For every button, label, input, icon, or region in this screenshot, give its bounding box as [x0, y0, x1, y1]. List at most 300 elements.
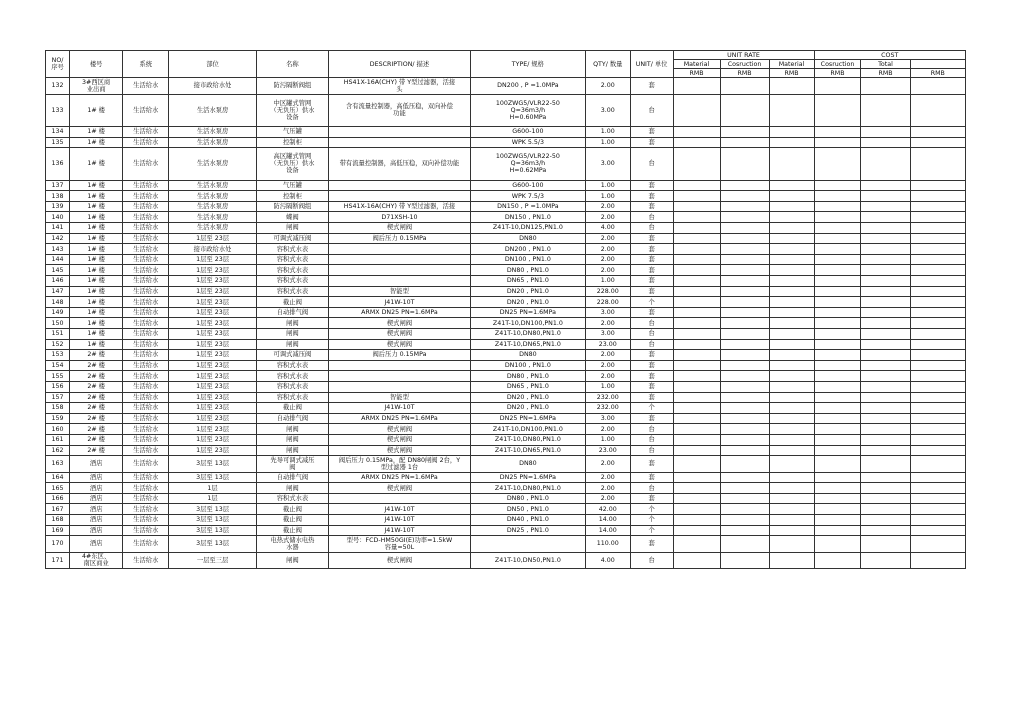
cell-empty-rate — [814, 254, 861, 265]
cell-empty-rate — [861, 127, 910, 138]
header-building: 楼号 — [70, 51, 123, 78]
cell-building: 1# 楼 — [70, 180, 123, 191]
cell-empty-rate — [814, 212, 861, 223]
cell-no: 164 — [46, 472, 70, 483]
table-row — [46, 180, 966, 191]
cell-empty-rate — [814, 434, 861, 445]
cell-unit: 套 — [630, 286, 673, 297]
cell-empty-rate — [910, 525, 965, 536]
cell-description: 楔式闸阀 — [328, 339, 470, 350]
cell-name: 截止阀 — [256, 297, 328, 308]
cell-empty-rate — [720, 318, 769, 329]
cell-type: DN100 , PN1.0 — [470, 360, 585, 371]
cell-empty-rate — [910, 515, 965, 526]
cell-system: 生活给水 — [123, 403, 169, 414]
bill-of-quantities-table — [45, 50, 966, 569]
cell-system: 生活给水 — [123, 286, 169, 297]
cell-location: 生活水泵房 — [169, 223, 257, 234]
cell-description — [328, 127, 470, 138]
table-row — [46, 381, 966, 392]
cell-qty: 1.00 — [585, 180, 630, 191]
cell-empty-rate — [673, 148, 720, 181]
cell-empty-rate — [910, 233, 965, 244]
cell-no: 151 — [46, 329, 70, 340]
cell-empty-rate — [673, 223, 720, 234]
cell-location: 3层至 13层 — [169, 456, 257, 473]
cell-system: 生活给水 — [123, 371, 169, 382]
cell-empty-rate — [673, 94, 720, 127]
cell-empty-rate — [720, 536, 769, 553]
cell-type: DN25 PN=1.6MPa — [470, 307, 585, 318]
cell-empty-rate — [910, 223, 965, 234]
cell-empty-rate — [769, 286, 814, 297]
cell-empty-rate — [814, 78, 861, 95]
cell-empty-rate — [861, 456, 910, 473]
cell-empty-rate — [910, 424, 965, 435]
cell-type: DN80 , PN1.0 — [470, 493, 585, 504]
cell-empty-rate — [861, 360, 910, 371]
cell-description: J41W-10T — [328, 504, 470, 515]
cell-unit: 台 — [630, 434, 673, 445]
cell-location: 1层至 23层 — [169, 307, 257, 318]
cell-empty-rate — [769, 434, 814, 445]
cell-empty-rate — [861, 286, 910, 297]
cell-empty-rate — [861, 413, 910, 424]
cell-empty-rate — [814, 329, 861, 340]
cell-location: 1层至 23层 — [169, 350, 257, 361]
cell-description: 型号：FCD-HM50GI(E)功率=1.5kW 容量=50L — [328, 536, 470, 553]
cell-empty-rate — [720, 456, 769, 473]
cell-empty-rate — [861, 329, 910, 340]
table-row — [46, 403, 966, 414]
cell-unit: 台 — [630, 483, 673, 494]
cell-no: 155 — [46, 371, 70, 382]
cell-empty-rate — [769, 148, 814, 181]
cell-name: 自动排气阀 — [256, 413, 328, 424]
table-row — [46, 286, 966, 297]
cell-empty-rate — [769, 515, 814, 526]
cell-empty-rate — [769, 392, 814, 403]
table-row — [46, 434, 966, 445]
cell-empty-rate — [910, 265, 965, 276]
cell-empty-rate — [673, 201, 720, 212]
cell-empty-rate — [720, 445, 769, 456]
cell-empty-rate — [720, 329, 769, 340]
cell-empty-rate — [814, 180, 861, 191]
cell-type: DN50 , PN1.0 — [470, 504, 585, 515]
cell-location: 生活水泵房 — [169, 148, 257, 181]
cell-name: 截止阀 — [256, 504, 328, 515]
cell-unit: 套 — [630, 265, 673, 276]
cell-unit: 套 — [630, 127, 673, 138]
cell-empty-rate — [814, 244, 861, 255]
cell-empty-rate — [861, 265, 910, 276]
cell-qty: 1.00 — [585, 276, 630, 287]
cell-empty-rate — [720, 233, 769, 244]
cell-qty: 2.00 — [585, 244, 630, 255]
cell-empty-rate — [910, 381, 965, 392]
cell-no: 157 — [46, 392, 70, 403]
cell-empty-rate — [720, 392, 769, 403]
cell-type: DN80 , PN1.0 — [470, 371, 585, 382]
cell-location: 1层至 23层 — [169, 445, 257, 456]
cell-name: 容积式水表 — [256, 286, 328, 297]
cell-system: 生活给水 — [123, 127, 169, 138]
header-cost: COST — [814, 51, 966, 60]
cell-qty: 2.00 — [585, 265, 630, 276]
cell-empty-rate — [910, 536, 965, 553]
cell-empty-rate — [673, 456, 720, 473]
cell-no: 153 — [46, 350, 70, 361]
cell-system: 生活给水 — [123, 297, 169, 308]
cell-name: 自动排气阀 — [256, 472, 328, 483]
cell-empty-rate — [861, 434, 910, 445]
cell-empty-rate — [673, 381, 720, 392]
cell-qty: 2.00 — [585, 350, 630, 361]
table-row — [46, 515, 966, 526]
cell-qty: 2.00 — [585, 483, 630, 494]
cell-location: 1层至 23层 — [169, 318, 257, 329]
cell-qty: 23.00 — [585, 339, 630, 350]
cell-unit: 套 — [630, 233, 673, 244]
cell-system: 生活给水 — [123, 94, 169, 127]
cell-empty-rate — [769, 276, 814, 287]
cell-qty: 3.00 — [585, 94, 630, 127]
cell-no: 163 — [46, 456, 70, 473]
cell-unit: 个 — [630, 504, 673, 515]
cell-empty-rate — [673, 515, 720, 526]
cell-system: 生活给水 — [123, 483, 169, 494]
cell-no: 146 — [46, 276, 70, 287]
cell-empty-rate — [910, 329, 965, 340]
cell-location: 生活水泵房 — [169, 201, 257, 212]
cell-empty-rate — [769, 233, 814, 244]
cell-building: 1# 楼 — [70, 137, 123, 148]
cell-qty: 228.00 — [585, 286, 630, 297]
cell-description: 阀后压力 0.15MPa — [328, 350, 470, 361]
cell-empty-rate — [769, 307, 814, 318]
cell-no: 170 — [46, 536, 70, 553]
cell-unit: 台 — [630, 445, 673, 456]
cell-unit: 个 — [630, 403, 673, 414]
cell-name: 可调式减压阀 — [256, 233, 328, 244]
cell-system: 生活给水 — [123, 392, 169, 403]
cell-location: 3层至 13层 — [169, 504, 257, 515]
cell-unit: 台 — [630, 424, 673, 435]
cell-empty-rate — [814, 191, 861, 202]
cell-system: 生活给水 — [123, 329, 169, 340]
cell-empty-rate — [673, 329, 720, 340]
cell-empty-rate — [910, 350, 965, 361]
cell-unit: 套 — [630, 456, 673, 473]
cell-unit: 台 — [630, 212, 673, 223]
cell-empty-rate — [910, 552, 965, 569]
cell-type: DN25 PN=1.6MPa — [470, 413, 585, 424]
cell-empty-rate — [673, 445, 720, 456]
cell-empty-rate — [814, 148, 861, 181]
cell-empty-rate — [673, 472, 720, 483]
cell-empty-rate — [814, 493, 861, 504]
cell-empty-rate — [769, 483, 814, 494]
cell-type: Z41T-10,DN80,PN1.0 — [470, 329, 585, 340]
table-row — [46, 265, 966, 276]
cell-empty-rate — [910, 339, 965, 350]
table-row — [46, 223, 966, 234]
cell-unit: 套 — [630, 413, 673, 424]
cell-no: 147 — [46, 286, 70, 297]
header-name: 名称 — [256, 51, 328, 78]
cell-empty-rate — [720, 504, 769, 515]
cell-unit: 台 — [630, 148, 673, 181]
cell-location: 生活水泵房 — [169, 212, 257, 223]
cell-type: G600-100 — [470, 127, 585, 138]
cell-qty: 1.00 — [585, 381, 630, 392]
cell-empty-rate — [814, 392, 861, 403]
header-unit-rate: UNIT RATE — [673, 51, 814, 60]
cell-name: 截止阀 — [256, 525, 328, 536]
cell-empty-rate — [910, 307, 965, 318]
cell-system: 生活给水 — [123, 413, 169, 424]
cell-location: 1层至 23层 — [169, 276, 257, 287]
cell-system: 生活给水 — [123, 254, 169, 265]
cell-system: 生活给水 — [123, 233, 169, 244]
cell-empty-rate — [910, 286, 965, 297]
cell-type: Z41T-10,DN80,PN1.0 — [470, 434, 585, 445]
cell-unit: 台 — [630, 318, 673, 329]
cell-empty-rate — [720, 515, 769, 526]
cell-empty-rate — [673, 318, 720, 329]
cell-empty-rate — [910, 413, 965, 424]
cell-no: 142 — [46, 233, 70, 244]
cell-type: DN65 , PN1.0 — [470, 276, 585, 287]
cell-location: 3层至 13层 — [169, 515, 257, 526]
cell-no: 166 — [46, 493, 70, 504]
cell-empty-rate — [814, 371, 861, 382]
cell-empty-rate — [814, 265, 861, 276]
cell-empty-rate — [814, 223, 861, 234]
cell-no: 149 — [46, 307, 70, 318]
cell-empty-rate — [769, 329, 814, 340]
cell-location: 1层至 23层 — [169, 371, 257, 382]
cell-name: 容积式水表 — [256, 360, 328, 371]
cell-location: 生活水泵房 — [169, 180, 257, 191]
cell-name: 闸阀 — [256, 483, 328, 494]
table-body — [46, 78, 966, 569]
cell-empty-rate — [673, 244, 720, 255]
cell-empty-rate — [673, 254, 720, 265]
cell-no: 165 — [46, 483, 70, 494]
header-rate-construction: Cosruction — [720, 60, 769, 69]
cell-empty-rate — [861, 445, 910, 456]
cell-description — [328, 191, 470, 202]
header-type: TYPE/ 规格 — [470, 51, 585, 78]
cell-description — [328, 244, 470, 255]
cell-description: 阀后压力 0.15MPa，配 DN80闸阀 2台，Y 型过滤器 1台 — [328, 456, 470, 473]
cell-description: 阀后压力 0.15MPa — [328, 233, 470, 244]
cell-type: DN150 , P =1.0MPa — [470, 201, 585, 212]
cell-qty: 232.00 — [585, 392, 630, 403]
cell-empty-rate — [769, 350, 814, 361]
cell-system: 生活给水 — [123, 424, 169, 435]
cell-empty-rate — [910, 180, 965, 191]
cell-empty-rate — [814, 483, 861, 494]
cell-description: J41W-10T — [328, 403, 470, 414]
cell-description: HS41X-16A(CHY) 带 Y型过滤器，活接 头 — [328, 78, 470, 95]
cell-location: 1层至 23层 — [169, 329, 257, 340]
cell-empty-rate — [814, 472, 861, 483]
cell-empty-rate — [720, 434, 769, 445]
cell-system: 生活给水 — [123, 318, 169, 329]
cell-empty-rate — [769, 413, 814, 424]
table-row — [46, 413, 966, 424]
cell-system: 生活给水 — [123, 350, 169, 361]
cell-name: 截止阀 — [256, 515, 328, 526]
cell-empty-rate — [673, 127, 720, 138]
cell-system: 生活给水 — [123, 504, 169, 515]
cell-unit: 台 — [630, 552, 673, 569]
cell-empty-rate — [814, 339, 861, 350]
cell-empty-rate — [720, 424, 769, 435]
cell-no: 154 — [46, 360, 70, 371]
header-spare — [910, 60, 965, 69]
cell-empty-rate — [720, 94, 769, 127]
cell-empty-rate — [673, 78, 720, 95]
cell-empty-rate — [910, 148, 965, 181]
cell-qty: 3.00 — [585, 307, 630, 318]
cell-description — [328, 137, 470, 148]
cell-building: 1# 楼 — [70, 254, 123, 265]
cell-unit: 套 — [630, 536, 673, 553]
cell-qty: 2.00 — [585, 472, 630, 483]
cell-name: 容积式水表 — [256, 244, 328, 255]
cell-unit: 个 — [630, 297, 673, 308]
cell-empty-rate — [673, 424, 720, 435]
cell-unit: 套 — [630, 78, 673, 95]
cell-location: 1层至 23层 — [169, 424, 257, 435]
cell-empty-rate — [673, 191, 720, 202]
cell-name: 中区罐式管网 （无负压）供水 设备 — [256, 94, 328, 127]
cell-building: 2# 楼 — [70, 413, 123, 424]
cell-description: 楔式闸阀 — [328, 434, 470, 445]
cell-building: 2# 楼 — [70, 371, 123, 382]
header-qty: QTY/ 数量 — [585, 51, 630, 78]
cell-building: 1# 楼 — [70, 318, 123, 329]
cell-name: 容积式水表 — [256, 265, 328, 276]
header-rmb: RMB — [814, 69, 861, 78]
cell-qty: 2.00 — [585, 78, 630, 95]
table-row — [46, 212, 966, 223]
cell-building: 1# 楼 — [70, 212, 123, 223]
cell-name: 气压罐 — [256, 180, 328, 191]
cell-name: 防污隔断阀组 — [256, 201, 328, 212]
cell-empty-rate — [861, 392, 910, 403]
cell-empty-rate — [769, 223, 814, 234]
cell-system: 生活给水 — [123, 536, 169, 553]
cell-empty-rate — [720, 483, 769, 494]
table-row — [46, 552, 966, 569]
cell-empty-rate — [910, 392, 965, 403]
cell-location: 1层至 23层 — [169, 265, 257, 276]
cell-building: 1# 楼 — [70, 286, 123, 297]
cell-no: 134 — [46, 127, 70, 138]
cell-name: 控制柜 — [256, 191, 328, 202]
cell-location: 3层至 13层 — [169, 472, 257, 483]
cell-type: DN25 PN=1.6MPa — [470, 472, 585, 483]
cell-empty-rate — [769, 456, 814, 473]
cell-no: 156 — [46, 381, 70, 392]
cell-empty-rate — [769, 297, 814, 308]
cell-empty-rate — [673, 350, 720, 361]
cell-building: 1# 楼 — [70, 297, 123, 308]
cell-no: 137 — [46, 180, 70, 191]
cell-type: DN100 , PN1.0 — [470, 254, 585, 265]
cell-name: 蝶阀 — [256, 212, 328, 223]
cell-empty-rate — [910, 360, 965, 371]
cell-empty-rate — [720, 201, 769, 212]
cell-description: J41W-10T — [328, 525, 470, 536]
cell-building: 酒店 — [70, 515, 123, 526]
cell-system: 生活给水 — [123, 456, 169, 473]
cell-type: Z41T-10,DN65,PN1.0 — [470, 339, 585, 350]
cell-empty-rate — [814, 297, 861, 308]
cell-empty-rate — [814, 233, 861, 244]
cell-building: 2# 楼 — [70, 424, 123, 435]
cell-no: 159 — [46, 413, 70, 424]
cell-unit: 套 — [630, 307, 673, 318]
cell-location: 接市政给水处 — [169, 78, 257, 95]
cell-empty-rate — [673, 552, 720, 569]
header-cost-construction: Cosruction — [814, 60, 861, 69]
cell-empty-rate — [720, 371, 769, 382]
cell-empty-rate — [769, 212, 814, 223]
cell-description: J41W-10T — [328, 297, 470, 308]
cell-empty-rate — [720, 286, 769, 297]
cell-unit: 套 — [630, 392, 673, 403]
cell-system: 生活给水 — [123, 515, 169, 526]
cell-empty-rate — [720, 350, 769, 361]
cell-name: 闸阀 — [256, 339, 328, 350]
table-row — [46, 360, 966, 371]
cell-unit: 台 — [630, 329, 673, 340]
cell-description: 楔式闸阀 — [328, 483, 470, 494]
cell-description: D71XSH-10 — [328, 212, 470, 223]
cell-empty-rate — [769, 201, 814, 212]
table-row — [46, 127, 966, 138]
cell-empty-rate — [720, 254, 769, 265]
cell-no: 132 — [46, 78, 70, 95]
cell-system: 生活给水 — [123, 148, 169, 181]
cell-qty: 2.00 — [585, 318, 630, 329]
cell-building: 酒店 — [70, 472, 123, 483]
cell-system: 生活给水 — [123, 525, 169, 536]
cell-empty-rate — [769, 180, 814, 191]
cell-description — [328, 360, 470, 371]
table-row — [46, 392, 966, 403]
cell-empty-rate — [720, 339, 769, 350]
cell-qty: 2.00 — [585, 456, 630, 473]
cell-description: J41W-10T — [328, 515, 470, 526]
cell-description — [328, 381, 470, 392]
table-row — [46, 424, 966, 435]
cell-location: 1层至 23层 — [169, 413, 257, 424]
cell-qty: 2.00 — [585, 493, 630, 504]
cell-building: 1# 楼 — [70, 191, 123, 202]
cell-empty-rate — [910, 297, 965, 308]
cell-no: 140 — [46, 212, 70, 223]
cell-name: 闸阀 — [256, 223, 328, 234]
table-row — [46, 445, 966, 456]
cell-no: 169 — [46, 525, 70, 536]
